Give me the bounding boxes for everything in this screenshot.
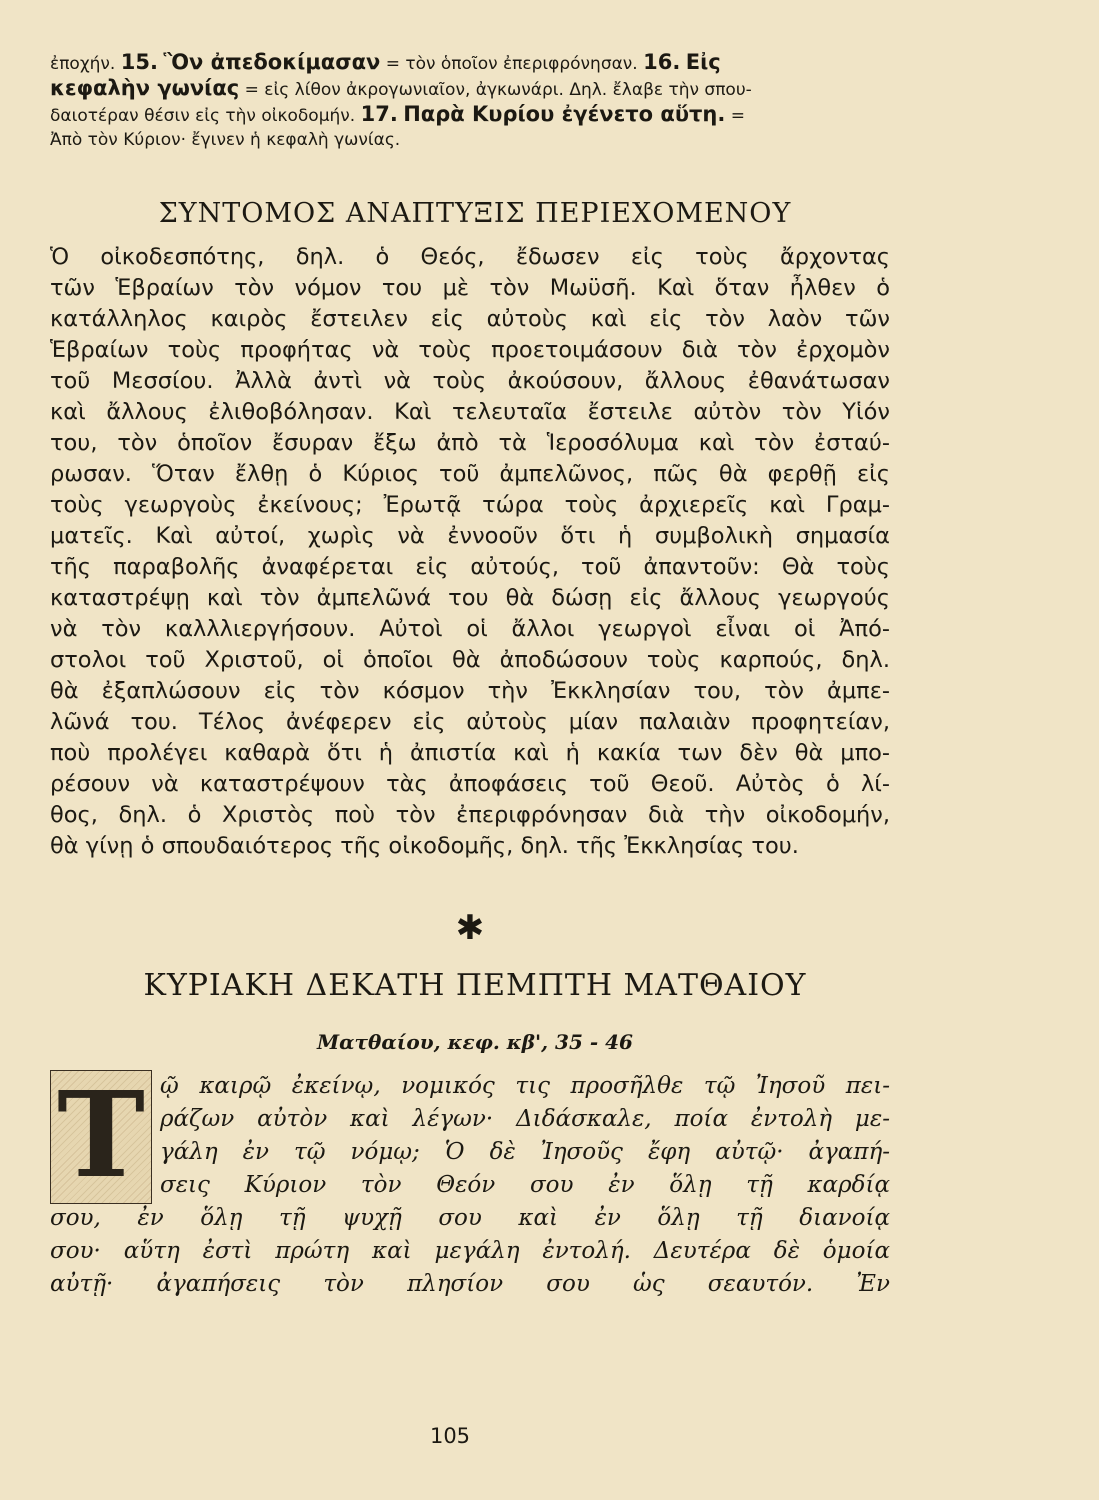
- note-line: ἐποχήν. 15. Ὃν ἀπεδοκίμασαν = τὸν ὁποῖον ἐπεριφρόνησαν. 16. Εἰς: [50, 50, 721, 74]
- note-line: δαιοτέραν θέσιν εἰς τὴν οἰκοδομήν. 17. Παρὰ Κυρίου ἐγένετο αὕτη. =: [50, 102, 745, 126]
- body-line: θὰ ἐξαπλώσουν εἰς τὸν κόσμον τὴν Ἐκκλησίαν του, τὸν ἀμπε-: [50, 678, 890, 704]
- body-line: κατάλληλος καιρὸς ἔστειλεν εἰς αὐτοὺς καὶ εἰς τὸν λαὸν τῶν: [50, 306, 890, 332]
- body-line: ματεῖς. Καὶ αὐτοί, χωρὶς νὰ ἐννοοῦν ὅτι ἡ συμβολικὴ σημασία: [50, 523, 890, 549]
- body-line: ποὺ προλέγει καθαρὰ ὅτι ἡ ἀπιστία καὶ ἡ κακία των δὲν θὰ μπο-: [50, 740, 890, 766]
- gospel-line: γάλη ἐν τῷ νόμῳ; Ὁ δὲ Ἰησοῦς ἔφη αὐτῷ· ἀγαπή-: [160, 1139, 890, 1165]
- gospel-line: ράζων αὐτὸν καὶ λέγων· Διδάσκαλε, ποία ἐντολὴ με-: [160, 1106, 890, 1132]
- drop-cap-letter: Τ: [57, 1065, 145, 1204]
- summary-body: [50, 242, 890, 862]
- body-line: τῶν Ἑβραίων τὸν νόμον του μὲ τὸν Μωϋσῆ. Καὶ ὅταν ἦλθεν ὁ: [50, 275, 890, 301]
- body-line: τῆς παραβολῆς ἀναφέρεται εἰς αὐτούς, τοῦ ἀπαντοῦν: Θὰ τοὺς: [50, 554, 890, 580]
- body-line: ρωσαν. Ὅταν ἔλθῃ ὁ Κύριος τοῦ ἀμπελῶνος, πῶς θὰ φερθῇ εἰς: [50, 461, 890, 487]
- separator-asterisk-icon: ✱: [455, 908, 485, 948]
- section-title: ΣΥΝΤΟΜΟΣ ΑΝΑΠΤΥΞΙΣ ΠΕΡΙΕΧΟΜΕΝΟΥ: [158, 198, 792, 229]
- gospel-line: σου· αὕτη ἐστὶ πρώτη καὶ μεγάλη ἐντολή. Δευτέρα δὲ ὁμοία: [50, 1238, 890, 1264]
- body-line: Ἑβραίων τοὺς προφήτας νὰ τοὺς προετοιμάσουν διὰ τὸν ἐρχομὸν: [50, 337, 890, 363]
- body-line: στολοι τοῦ Χριστοῦ, οἱ ὁποῖοι θὰ ἀποδώσουν τοὺς καρπούς, δηλ.: [50, 647, 890, 673]
- body-line: τοὺς γεωργοὺς ἐκείνους; Ἐρωτᾷ τώρα τοὺς ἀρχιερεῖς καὶ Γραμ-: [50, 492, 890, 518]
- body-line: θος, δηλ. ὁ Χριστὸς ποὺ τὸν ἐπεριφρόνησαν διὰ τὴν οἰκοδομήν,: [50, 802, 890, 828]
- body-line: ρέσουν νὰ καταστρέψουν τὰς ἀποφάσεις τοῦ Θεοῦ. Αὐτὸς ὁ λί-: [50, 771, 890, 797]
- page-number: 105: [429, 1424, 471, 1448]
- gospel-line: σου, ἐν ὅλῃ τῇ ψυχῇ σου καὶ ἐν ὅλῃ τῇ διανοίᾳ: [50, 1205, 890, 1231]
- note-line: Ἀπὸ τὸν Κύριον· ἔγινεν ἡ κεφαλὴ γωνίας.: [50, 130, 401, 150]
- gospel-line: σεις Κύριον τὸν Θεόν σου ἐν ὅλῃ τῇ καρδίᾳ: [160, 1172, 890, 1198]
- note-line: κεφαλὴν γωνίας = εἰς λίθον ἀκρογωνιαῖον, ἀγκωνάρι. Δηλ. ἔλαβε τὴν σπου-: [50, 76, 752, 100]
- body-line: καὶ ἄλλους ἐλιθοβόλησαν. Καὶ τελευταῖα ἔστειλε αὐτὸν τὸν Υἱόν: [50, 399, 890, 425]
- body-line: του, τὸν ὁποῖον ἔσυραν ἔξω ἀπὸ τὰ Ἱεροσόλυμα καὶ τὸν ἐσταύ-: [50, 430, 890, 456]
- body-line: Ὁ οἰκοδεσπότης, δηλ. ὁ Θεός, ἔδωσεν εἰς τοὺς ἄρχοντας: [50, 244, 890, 270]
- verse-notes: [50, 50, 890, 152]
- gospel-line: αὐτῇ· ἀγαπήσεις τὸν πλησίον σου ὡς σεαυτόν. Ἐν: [50, 1271, 890, 1297]
- gospel-reading: [50, 1065, 890, 1301]
- chapter-reference: Ματθαίου, κεφ. κβ', 35 - 46: [317, 1030, 633, 1054]
- gospel-line: ῷ καιρῷ ἐκείνῳ, νομικός τις προσῆλθε τῷ Ἰησοῦ πει-: [160, 1073, 890, 1099]
- body-line: νὰ τὸν καλλλιεργήσουν. Αὐτοὶ οἱ ἄλλοι γεωργοὶ εἶναι οἱ Ἀπό-: [50, 616, 890, 642]
- body-line: καταστρέψῃ καὶ τὸν ἀμπελῶνά του θὰ δώσῃ εἰς ἄλλους γεωργούς: [50, 585, 890, 611]
- chapter-title: ΚΥΡΙΑΚΗ ΔΕΚΑΤΗ ΠΕΜΠΤΗ ΜΑΤΘΑΙΟΥ: [143, 968, 807, 1003]
- body-line: θὰ γίνῃ ὁ σπουδαιότερος τῆς οἰκοδομῆς, δηλ. τῆς Ἐκκλησίας του.: [50, 833, 799, 859]
- body-line: τοῦ Μεσσίου. Ἀλλὰ ἀντὶ νὰ τοὺς ἀκούσουν, ἄλλους ἐθανάτωσαν: [50, 368, 890, 394]
- body-line: λῶνά του. Τέλος ἀνέφερεν εἰς αὐτοὺς μίαν παλαιὰν προφητείαν,: [50, 709, 890, 735]
